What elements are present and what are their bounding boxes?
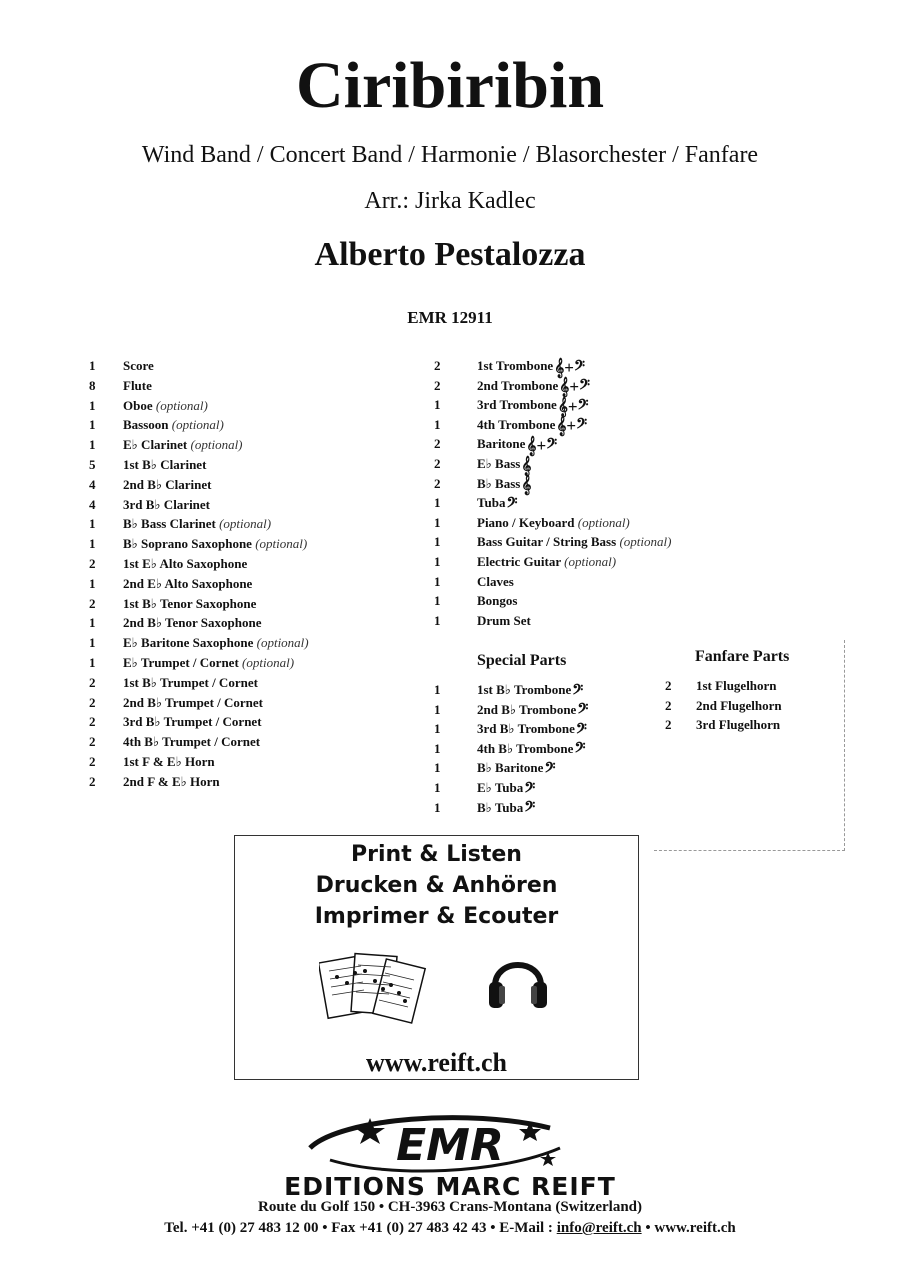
part-quantity: 1 <box>89 635 96 651</box>
part-name-group <box>123 695 263 711</box>
part-name-group <box>123 556 247 572</box>
catalog-number: EMR 12911 <box>407 308 493 327</box>
part-quantity: 1 <box>434 554 441 569</box>
part-name-group <box>477 574 514 590</box>
optional-note: (optional) <box>255 536 308 552</box>
part-row <box>89 754 449 774</box>
part-quantity: 4 <box>89 496 96 512</box>
part-name-group <box>477 455 532 475</box>
part-quantity: 2 <box>434 377 441 393</box>
part-quantity: 1 <box>434 612 441 628</box>
part-row <box>665 678 900 698</box>
part-row <box>89 477 449 497</box>
part-name: Bass Guitar / String Bass <box>477 534 617 550</box>
part-name-group <box>696 678 777 694</box>
part-quantity: 1 <box>89 615 96 631</box>
part-name: Electric Guitar <box>477 554 561 569</box>
part-quantity: 1 <box>434 740 441 756</box>
part-quantity: 2 <box>434 475 441 491</box>
part-name: 2nd B♭ Trombone <box>477 701 577 717</box>
clef-icon: 𝄢 <box>572 681 584 701</box>
part-name-group <box>477 534 671 550</box>
part-name: 2nd B♭ Tenor Saxophone <box>123 615 262 631</box>
part-name-group <box>123 398 208 414</box>
part-name-group <box>477 357 585 377</box>
part-row <box>89 635 449 655</box>
part-quantity: 1 <box>434 495 441 511</box>
part-row <box>434 495 794 515</box>
part-name-group <box>477 779 536 799</box>
part-name: 2nd E♭ Alto Saxophone <box>123 575 253 591</box>
part-name: 2nd Trombone <box>477 377 559 393</box>
part-row <box>89 358 449 378</box>
optional-note: (optional) <box>155 397 208 413</box>
part-name: E♭ Tuba <box>477 780 524 795</box>
promo-line-de: Drucken & Anhören <box>315 873 558 898</box>
part-name: 2nd Flugelhorn <box>696 697 782 713</box>
composer: Alberto Pestalozza <box>314 236 586 273</box>
part-quantity: 1 <box>434 682 441 697</box>
part-name-group <box>123 378 152 394</box>
part-row <box>89 536 449 556</box>
part-name-group <box>123 417 224 433</box>
part-row <box>89 497 449 517</box>
part-row <box>89 437 449 457</box>
part-name-group <box>477 396 589 416</box>
subtitle: Wind Band / Concert Band / Harmonie / Blasorchester / Fanfare <box>141 142 759 168</box>
clef-icon: 𝄢 <box>575 720 587 740</box>
part-row <box>89 417 449 437</box>
part-name-group <box>477 681 584 701</box>
part-quantity: 1 <box>89 417 96 433</box>
contact-website: • www.reift.ch <box>641 1220 736 1236</box>
clef-icon: 𝄢 <box>524 779 536 799</box>
part-row <box>89 378 449 398</box>
part-name: 1st Trombone <box>477 358 554 373</box>
part-name-group <box>477 515 630 531</box>
part-name-group <box>123 635 309 651</box>
print-listen-box[interactable] <box>234 835 639 1080</box>
publisher-contact <box>0 1220 900 1237</box>
part-name-group <box>123 734 260 750</box>
optional-note: (optional) <box>242 655 295 670</box>
part-quantity: 1 <box>89 575 96 591</box>
part-name-group <box>477 475 532 495</box>
title: Ciribiribin <box>295 49 605 122</box>
part-name-group <box>696 717 780 733</box>
part-quantity: 8 <box>89 377 96 393</box>
part-name-group <box>123 358 154 374</box>
part-name: 3rd B♭ Trumpet / Cornet <box>123 714 262 730</box>
part-quantity: 1 <box>89 397 96 413</box>
clef-icon: 𝄢 <box>574 740 586 760</box>
part-quantity: 1 <box>434 701 441 717</box>
part-quantity: 1 <box>434 514 441 530</box>
part-name: 3rd Flugelhorn <box>696 717 781 733</box>
part-name: 4th B♭ Trumpet / Cornet <box>123 734 261 750</box>
part-quantity: 2 <box>89 773 96 789</box>
part-row <box>434 613 794 633</box>
optional-note: (optional) <box>577 514 630 530</box>
email-link[interactable]: info@reift.ch <box>556 1220 642 1236</box>
part-name: Score <box>123 358 154 373</box>
part-name-group <box>123 714 262 730</box>
part-quantity: 2 <box>89 694 96 710</box>
part-row <box>89 615 449 635</box>
part-name: 4th Trombone <box>477 416 556 432</box>
part-name: Flute <box>123 377 152 393</box>
part-name-group <box>477 759 556 779</box>
part-row <box>434 476 794 496</box>
part-row <box>89 774 449 794</box>
part-row <box>434 436 794 456</box>
part-quantity: 1 <box>434 593 441 609</box>
part-row <box>89 556 449 576</box>
part-row <box>434 574 794 594</box>
part-quantity: 1 <box>89 536 96 552</box>
part-name: 1st E♭ Alto Saxophone <box>123 556 248 571</box>
part-row <box>89 576 449 596</box>
part-row <box>434 554 794 574</box>
clef-icon: 𝄢 <box>524 799 536 819</box>
part-row <box>665 717 900 737</box>
logo-text: EMR <box>396 1120 504 1171</box>
part-name-group <box>477 740 586 760</box>
part-name-group <box>477 554 616 570</box>
part-name-group <box>123 497 210 513</box>
part-row <box>434 593 794 613</box>
part-name: 3rd B♭ Clarinet <box>123 496 211 512</box>
part-name: B♭ Bass <box>477 475 521 491</box>
part-name: Tuba <box>477 495 506 511</box>
promo-line-fr: Imprimer & Ecouter <box>314 904 559 929</box>
part-row <box>89 596 449 616</box>
part-name: B♭ Bass Clarinet <box>123 516 216 532</box>
part-row <box>89 655 449 675</box>
part-name-group <box>123 615 261 631</box>
part-quantity: 1 <box>434 760 441 776</box>
part-quantity: 1 <box>434 534 441 550</box>
part-name-group <box>477 613 531 629</box>
part-row <box>89 714 449 734</box>
part-name: 2nd B♭ Clarinet <box>123 476 212 492</box>
part-name: 1st F & E♭ Horn <box>123 754 215 769</box>
part-name-group <box>477 593 517 609</box>
publisher-name: EDITIONS MARC REIFT <box>284 1172 616 1201</box>
part-row <box>434 358 794 378</box>
part-name: E♭ Clarinet <box>123 437 188 453</box>
part-name-group <box>123 516 271 532</box>
emr-logo <box>300 1108 590 1178</box>
part-name: 2nd B♭ Trumpet / Cornet <box>123 694 263 710</box>
part-name-group <box>123 576 252 592</box>
part-row <box>434 378 794 398</box>
promo-line-en: Print & Listen <box>351 842 522 867</box>
part-name: Piano / Keyboard <box>477 514 575 530</box>
part-name: Bassoon <box>123 417 169 433</box>
part-name-group <box>477 416 588 436</box>
part-name-group <box>477 799 536 819</box>
optional-note: (optional) <box>171 417 224 433</box>
part-row <box>665 698 900 718</box>
part-row <box>434 456 794 476</box>
part-quantity: 2 <box>89 556 96 571</box>
part-name-group <box>123 774 220 790</box>
clef-icon: 𝄞+𝄢 <box>556 416 588 436</box>
arranger: Arr.: Jirka Kadlec <box>364 188 536 214</box>
part-name-group <box>123 754 215 770</box>
part-quantity: 2 <box>665 697 672 713</box>
part-name: 1st B♭ Trombone <box>477 682 572 697</box>
optional-note: (optional) <box>564 554 617 569</box>
part-row <box>434 534 794 554</box>
part-quantity: 1 <box>434 397 441 413</box>
optional-note: (optional) <box>256 635 309 651</box>
part-name: Oboe <box>123 397 153 413</box>
part-quantity: 2 <box>665 678 672 693</box>
clef-icon: 𝄞 <box>521 475 532 495</box>
clef-icon: 𝄞+𝄢 <box>559 377 590 397</box>
part-name-group <box>477 720 587 740</box>
part-name: B♭ Tuba <box>477 799 524 815</box>
part-quantity: 5 <box>89 457 96 472</box>
part-name-group <box>477 701 589 721</box>
part-name-group <box>477 377 590 397</box>
part-name: Bongos <box>477 593 518 609</box>
part-name: Drum Set <box>477 612 531 628</box>
part-name: B♭ Soprano Saxophone <box>123 536 252 552</box>
part-row <box>434 515 794 535</box>
part-quantity: 2 <box>434 456 441 471</box>
part-name: 1st B♭ Clarinet <box>123 457 207 472</box>
part-name-group <box>696 698 782 714</box>
part-name: E♭ Trumpet / Cornet <box>123 655 239 670</box>
part-name: Claves <box>477 573 514 589</box>
part-quantity: 1 <box>434 416 441 432</box>
part-name: 3rd Trombone <box>477 397 557 413</box>
part-name: B♭ Baritone <box>477 760 544 776</box>
part-row <box>434 397 794 417</box>
part-quantity: 1 <box>434 721 441 737</box>
clef-icon: 𝄞+𝄢 <box>526 435 558 455</box>
part-quantity: 1 <box>89 437 96 453</box>
optional-note: (optional) <box>619 534 672 550</box>
headphones-icon <box>485 946 551 1016</box>
part-row <box>89 398 449 418</box>
part-name: E♭ Bass <box>477 456 521 471</box>
part-name-group <box>477 494 518 514</box>
fanfare-parts-heading: Fanfare Parts <box>695 648 790 665</box>
optional-note: (optional) <box>219 516 272 532</box>
part-row <box>89 695 449 715</box>
clef-icon: 𝄞+𝄢 <box>554 357 585 377</box>
part-name-group <box>123 477 211 493</box>
part-row <box>89 675 449 695</box>
part-quantity: 2 <box>434 358 441 373</box>
clef-icon: 𝄞+𝄢 <box>557 396 589 416</box>
sheet-music-icon <box>319 949 429 1029</box>
part-row <box>89 457 449 477</box>
part-name: 1st Flugelhorn <box>696 678 777 693</box>
part-quantity: 1 <box>89 516 96 532</box>
publisher-address: Route du Golf 150 • CH-3963 Crans-Montana (Switzerland) <box>258 1199 642 1215</box>
part-name-group <box>123 655 294 671</box>
part-name-group <box>123 675 258 691</box>
part-quantity: 1 <box>89 655 96 670</box>
part-quantity: 4 <box>89 476 96 492</box>
part-row <box>89 516 449 536</box>
part-row <box>434 417 794 437</box>
clef-icon: 𝄢 <box>544 759 556 779</box>
promo-url-link[interactable]: www.reift.ch <box>365 1048 508 1077</box>
part-name-group <box>123 596 256 612</box>
part-quantity: 2 <box>89 714 96 730</box>
part-quantity: 2 <box>89 754 96 769</box>
part-quantity: 2 <box>89 734 96 750</box>
part-quantity: 1 <box>434 799 441 815</box>
part-name: 2nd F & E♭ Horn <box>123 773 220 789</box>
part-name: Baritone <box>477 436 526 452</box>
optional-note: (optional) <box>190 437 243 453</box>
part-quantity: 2 <box>665 717 672 733</box>
part-row <box>89 734 449 754</box>
part-quantity: 1 <box>434 780 441 795</box>
part-quantity: 2 <box>89 674 96 690</box>
clef-icon: 𝄢 <box>506 494 518 514</box>
part-quantity: 1 <box>434 573 441 589</box>
part-name: 3rd B♭ Trombone <box>477 721 575 737</box>
clef-icon: 𝄞 <box>521 455 532 475</box>
part-name: 1st B♭ Trumpet / Cornet <box>123 674 258 690</box>
part-name-group <box>123 437 243 453</box>
part-quantity: 2 <box>89 595 96 611</box>
special-parts-heading: Special Parts <box>477 652 567 669</box>
part-name-group <box>123 457 206 473</box>
clef-icon: 𝄢 <box>577 701 589 721</box>
part-name-group <box>477 435 558 455</box>
part-name-group <box>123 536 307 552</box>
contact-phone-fax: Tel. +41 (0) 27 483 12 00 • Fax +41 (0) 27 483 42 43 • E-Mail : <box>164 1220 557 1236</box>
part-name: 4th B♭ Trombone <box>477 740 574 756</box>
part-name: 1st B♭ Tenor Saxophone <box>123 595 257 611</box>
part-quantity: 2 <box>434 436 441 452</box>
part-quantity: 1 <box>89 358 96 373</box>
part-name: E♭ Baritone Saxophone <box>123 635 254 651</box>
fanfare-box <box>654 640 845 851</box>
